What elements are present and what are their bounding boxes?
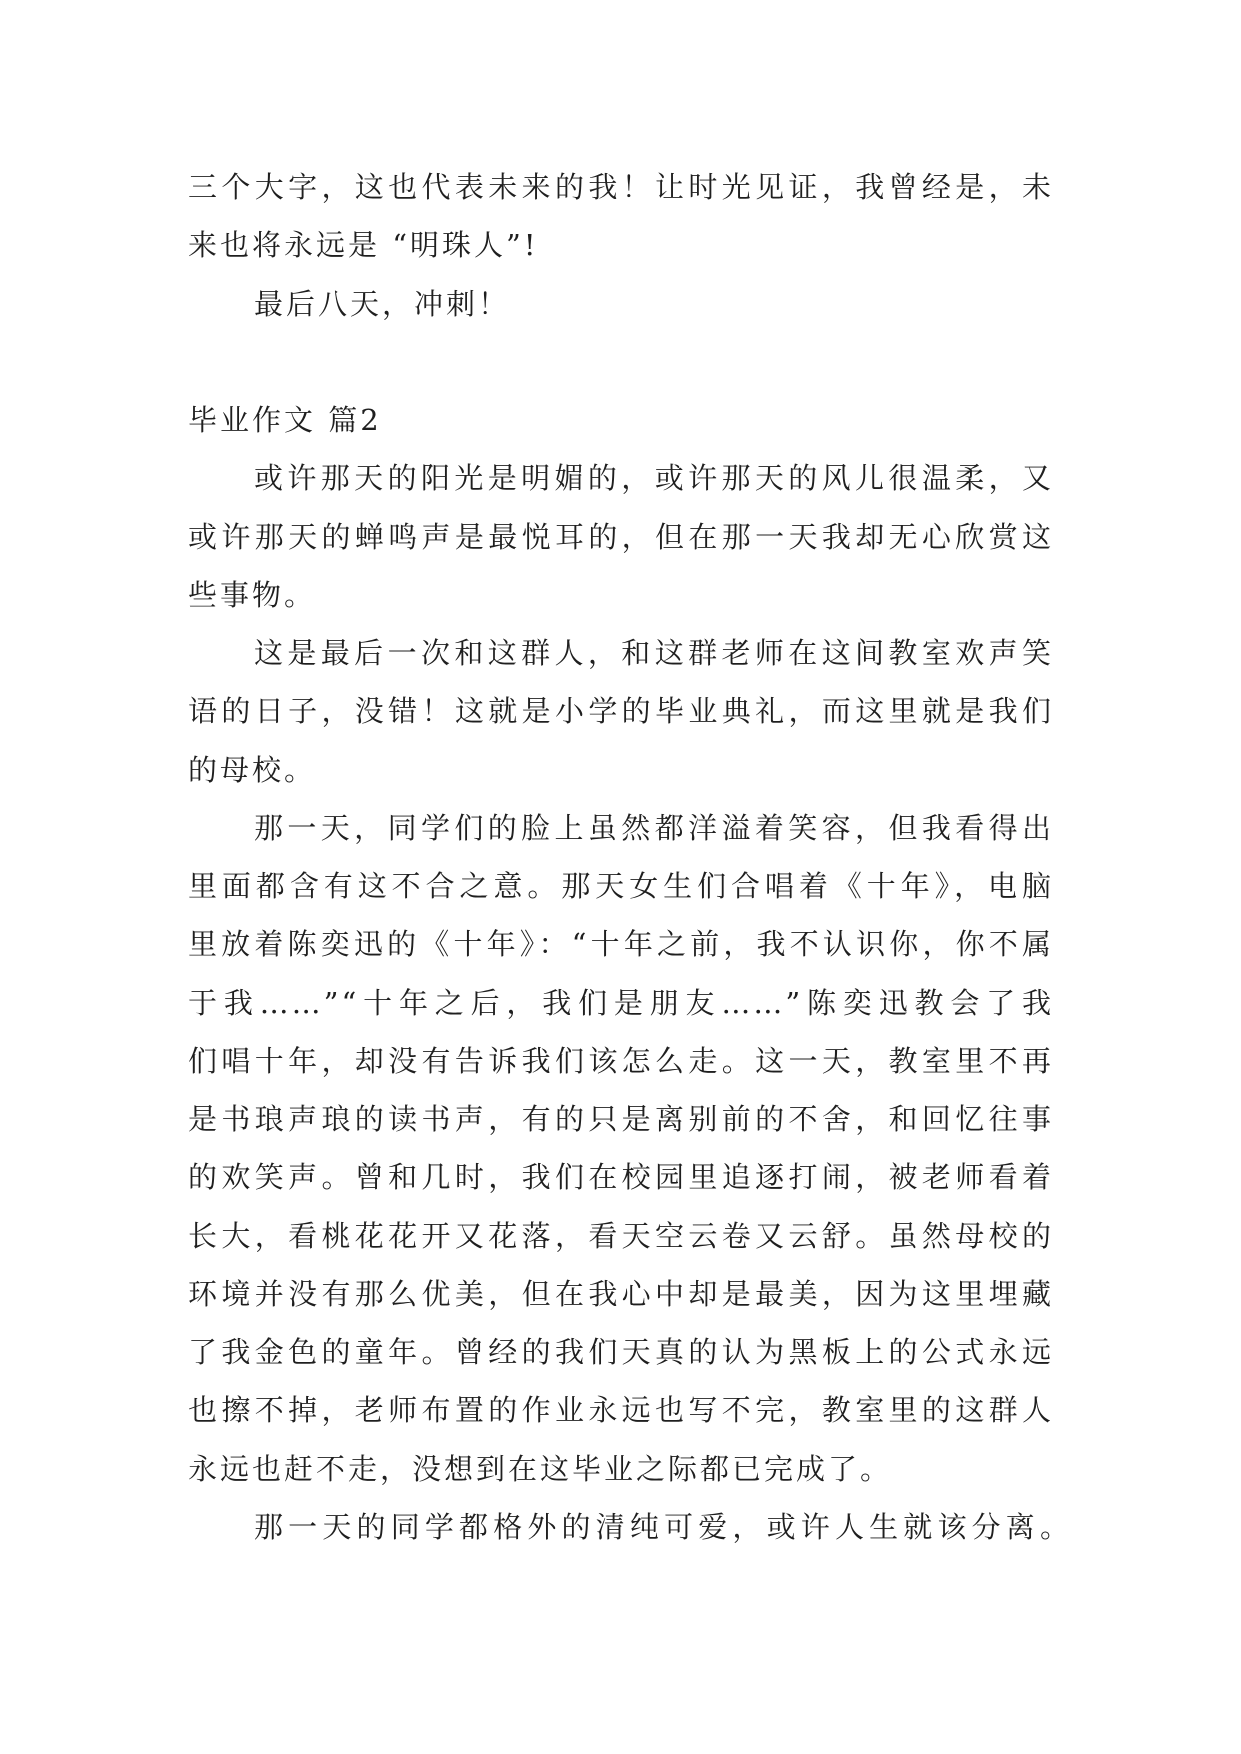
text-line: 些事物。 [188, 577, 317, 612]
text-line: 长大，看桃花花开又花落，看天空云卷又云舒。虽然母校的 [188, 1218, 1054, 1253]
text-line: 了我金色的童年。曾经的我们天真的认为黑板上的公式永远 [188, 1335, 1054, 1369]
text-line: 环境并没有那么优美，但在我心中却是最美，因为这里埋藏 [188, 1276, 1054, 1311]
paragraph [188, 1498, 1072, 1556]
text-line: 语的日子，没错！这就是小学的毕业典礼，而这里就是我们 [188, 694, 1054, 729]
text-line: 的欢笑声。曾和几时，我们在校园里追逐打闹，被老师看着 [188, 1160, 1054, 1195]
paragraph [188, 275, 1054, 333]
text-line: 们唱十年，却没有告诉我们该怎么走。这一天，教室里不再 [188, 1043, 1054, 1078]
text-line: 里面都含有这不合之意。那天女生们合唱着《十年》，电脑 [188, 869, 1054, 903]
paragraph [188, 799, 1054, 1498]
blank-line [188, 333, 1054, 391]
paragraph [188, 449, 1054, 624]
text-line: 这是最后一次和这群人，和这群老师在这间教室欢声笑 [254, 636, 1054, 670]
text-line: 三个大字，这也代表未来的我！让时光见证，我曾经是，未 [188, 170, 1054, 204]
text-line: 最后八天，冲刺！ [254, 286, 511, 321]
text-line: 于我……”“十年之后，我们是朋友……”陈奕迅教会了我 [188, 985, 1054, 1020]
text-line: 或许那天的蝉鸣声是最悦耳的，但在那一天我却无心欣赏这 [188, 519, 1054, 554]
text-line: 里放着陈奕迅的《十年》：“十年之前，我不认识你，你不属 [188, 927, 1054, 962]
text-line: 永远也赶不走，没想到在这毕业之际都已完成了。 [188, 1451, 893, 1486]
section-heading: 毕业作文 篇2 [188, 403, 382, 437]
text-line: 那一天的同学都格外的清纯可爱，或许人生就该分离。 [254, 1509, 1072, 1544]
text-line: 的母校。 [188, 752, 317, 787]
text-line: 是书琅声琅的读书声，有的只是离别前的不舍，和回忆往事 [188, 1102, 1054, 1136]
text-line: 来也将永远是 “明珠人”! [188, 228, 539, 263]
page-body [188, 158, 1072, 1556]
paragraph-continued [188, 158, 1054, 275]
text-line: 也擦不掉，老师布置的作业永远也写不完，教室里的这群人 [188, 1393, 1054, 1428]
text-line: 那一天，同学们的脸上虽然都洋溢着笑容，但我看得出 [254, 810, 1054, 845]
paragraph [188, 624, 1054, 799]
text-line: 或许那天的阳光是明媚的，或许那天的风儿很温柔，又 [254, 461, 1054, 496]
